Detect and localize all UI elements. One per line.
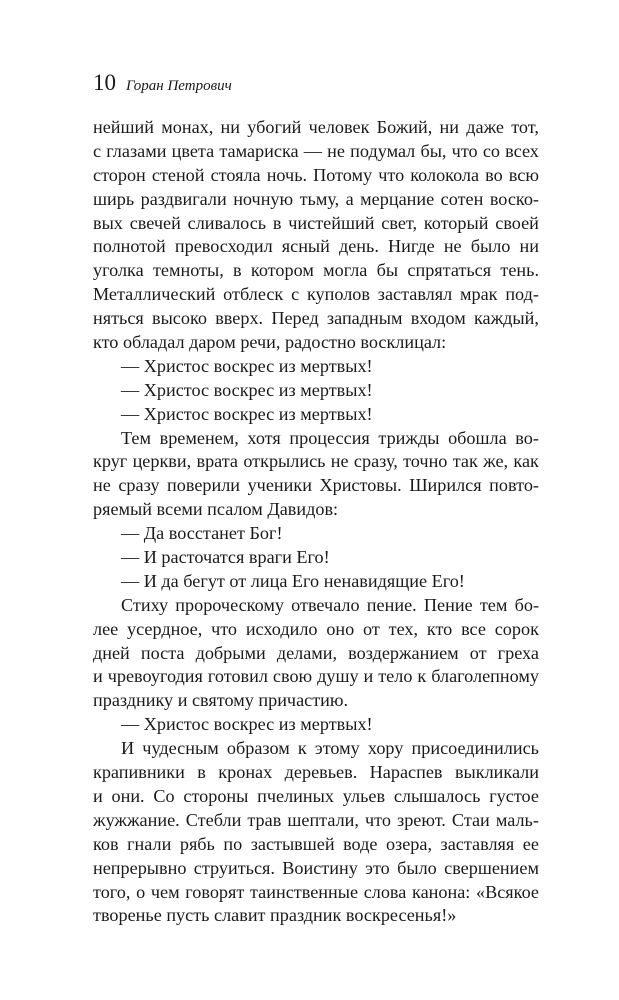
text-line: Тем временем, хотя процессия трижды обошла во- [121, 427, 539, 448]
text-line: — Да восстанет Бог! [121, 523, 283, 544]
text-line: — И да бегут от лица Его ненавидящие Его! [121, 570, 465, 591]
text-line: няться высоко вверх. Перед западным входом каждый, [93, 308, 539, 329]
text-line: дней поста добрыми делами, воздержанием от греха [93, 642, 539, 663]
text-line: творенье пусть славит праздник воскресенья!» [93, 905, 457, 926]
body-text [93, 116, 539, 928]
text-line: — Христос воскрес из мертвых! [121, 379, 373, 400]
text-line: с глазами цвета тамариска — не подумал бы, что со всех [93, 140, 539, 161]
page-number: 10 [93, 70, 116, 95]
text-line: кто обладал даром речи, радостно восклицал: [93, 332, 447, 353]
text-line: круг церкви, врата открылись не сразу, точно так же, как [93, 451, 539, 472]
text-line: Металлический отблеск с куполов заставлял мрак под- [93, 284, 539, 305]
text-line: полнотой превосходил ясный день. Нигде не было ни [93, 236, 539, 257]
text-line: ширь раздвигали ночную тьму, а мерцание сотен воско- [93, 188, 539, 209]
text-line: — И расточатся враги Его! [121, 547, 330, 568]
text-line: и они. Со стороны пчелиных ульев слышалось густое [93, 785, 539, 806]
text-line: нейший монах, ни убогий человек Божий, ни даже тот, [93, 117, 539, 137]
text-line: Стиху пророческому отвечало пение. Пение тем бо- [121, 594, 539, 615]
text-line: сторон стеной стояла ночь. Потому что колокола во всю [93, 164, 539, 185]
text-line: — Христос воскрес из мертвых! [121, 403, 373, 424]
text-line: непрерывно струиться. Воистину это было свершением [93, 857, 539, 878]
text-line: уголка темноты, в котором могла бы спрятаться тень. [93, 260, 539, 281]
text-line: празднику и святому причастию. [93, 690, 349, 711]
text-line: лее усердное, что исходило оно от тех, кто все сорок [93, 618, 539, 639]
text-line: крапивники в кронах деревьев. Нараспев выкликали [93, 762, 539, 783]
text-line: жужжание. Стебли трав шептали, что зреют. Стаи маль- [93, 809, 539, 830]
text-line: и чревоугодия готовил свою душу и тело к благолепному [93, 666, 539, 687]
text-line: ряемый всеми псалом Давидов: [93, 499, 339, 520]
text-line: И чудесным образом к этому хору присоединились [121, 738, 539, 759]
text-line: — Христос воскрес из мертвых! [121, 355, 373, 376]
running-head [93, 70, 232, 100]
author-name: Горан Петрович [126, 78, 232, 94]
text-line: вых свечей сливалось в чистейший свет, который своей [93, 212, 539, 233]
text-line: — Христос воскрес из мертвых! [121, 714, 373, 735]
text-line: не сразу поверили ученики Христовы. Ширился повто- [93, 475, 539, 496]
text-line: того, о чем говорят таинственные слова канона: «Всякое [93, 881, 539, 902]
text-line: ков гнали рябь по застывшей воде озера, заставляя ее [93, 833, 539, 854]
